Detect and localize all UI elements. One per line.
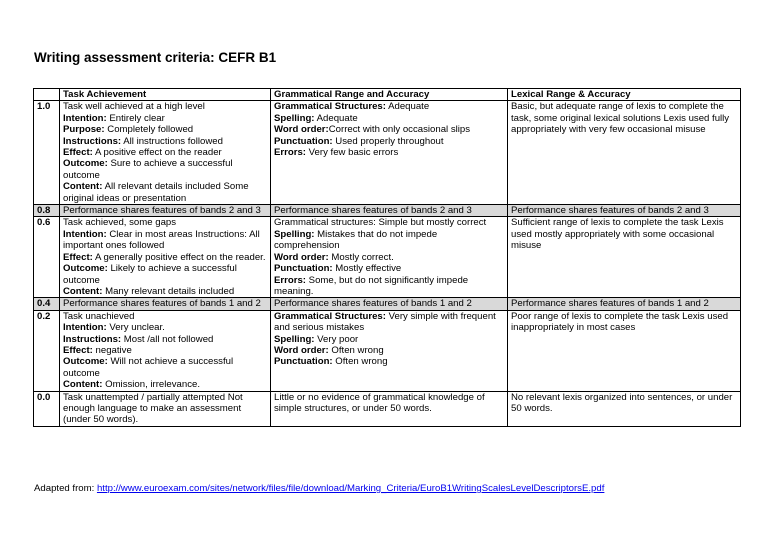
criterion-line <box>274 275 504 298</box>
criterion-text: Task well achieved at a high level <box>63 101 205 113</box>
criterion-label: Content: <box>63 181 103 193</box>
lexical-cell <box>508 391 741 426</box>
criterion-text: Task unachieved <box>63 310 135 322</box>
grammar-cell <box>271 217 508 298</box>
criterion-line <box>63 263 267 286</box>
criterion-text: Adequate <box>385 101 430 113</box>
criterion-line <box>63 136 267 147</box>
criterion-label: Instructions: <box>63 135 122 147</box>
grammar-cell <box>271 310 508 391</box>
criterion-line <box>274 217 504 228</box>
task-achievement-cell <box>60 298 271 310</box>
criterion-label: Word order: <box>274 251 329 263</box>
criterion-text: Completely followed <box>104 124 194 136</box>
criterion-label: Outcome: <box>63 158 108 170</box>
criterion-text: Mistakes that do not impede comprehension <box>274 228 438 252</box>
source-link[interactable]: http://www.euroexam.com/sites/network/files/file/download/Marking_Criteria/EuroB1WritingScalesLevelDescriptorsE.pdf <box>96 483 605 494</box>
criterion-text: Task achieved, some gaps <box>63 217 177 229</box>
criterion-text: Some, but do not significantly impede meaning. <box>274 274 469 297</box>
criterion-text: Clear in most areas Instructions: All important ones followed <box>63 228 260 252</box>
criterion-line <box>63 286 267 297</box>
grammar-cell <box>271 298 508 310</box>
task-achievement-cell <box>60 310 271 391</box>
criterion-text: Grammatical structures: Simple but mostly correct <box>274 217 487 229</box>
table-row <box>34 310 741 391</box>
source-prefix: Adapted from: <box>34 483 97 494</box>
criterion-text: A positive effect on the reader <box>92 147 222 159</box>
source-note <box>34 483 604 494</box>
criterion-line <box>63 113 267 124</box>
criterion-text: Basic, but adequate range of lexis to complete the task, some original lexical solutions Lexis used fully appropriately with very few occasional misuse <box>511 101 730 136</box>
task-achievement-header: Task Achievement <box>60 89 271 101</box>
criterion-line <box>274 124 504 135</box>
criterion-label: Grammatical Structures: <box>274 101 386 113</box>
band-score: 0.6 <box>34 217 60 298</box>
criterion-text: Sure to achieve a successful outcome <box>63 158 233 181</box>
criterion-label: Punctuation: <box>274 356 333 368</box>
criterion-line <box>63 147 267 158</box>
grammar-cell <box>271 101 508 205</box>
table-row <box>34 391 741 426</box>
criterion-text: Mostly correct. <box>328 251 394 263</box>
criterion-label: Grammatical Structures: <box>274 310 386 322</box>
criterion-text: A generally positive effect on the reader. <box>92 251 266 263</box>
criterion-text: Performance shares features of bands 2 and 3 <box>511 205 709 217</box>
table-row <box>34 101 741 205</box>
task-achievement-cell <box>60 205 271 217</box>
criterion-line <box>274 136 504 147</box>
criterion-line <box>274 345 504 356</box>
header-row <box>34 89 741 101</box>
criterion-text: Task unattempted / partially attempted Not enough language to make an assessment (under 50 words). <box>63 391 243 426</box>
criterion-line <box>274 147 504 158</box>
criterion-label: Instructions: <box>63 333 122 345</box>
grammar-cell <box>271 205 508 217</box>
criterion-line <box>511 101 737 135</box>
criterion-line <box>274 356 504 367</box>
criterion-text: Used properly throughout <box>332 135 444 147</box>
criterion-text: Performance shares features of bands 2 and 3 <box>274 205 472 217</box>
criterion-label: Content: <box>63 285 103 297</box>
criterion-label: Intention: <box>63 322 107 334</box>
criterion-text: All relevant details included Some original ideas or presentation <box>63 181 249 204</box>
lexical-header: Lexical Range & Accuracy <box>508 89 741 101</box>
criterion-label: Spelling: <box>274 112 315 124</box>
task-achievement-cell <box>60 217 271 298</box>
criterion-text: Performance shares features of bands 1 and 2 <box>511 298 709 310</box>
criterion-line <box>63 322 267 333</box>
criterion-line <box>63 158 267 181</box>
criterion-text: Many relevant details included <box>102 285 235 297</box>
criterion-text: Very few basic errors <box>306 147 399 159</box>
criterion-line <box>274 101 504 112</box>
criterion-label: Intention: <box>63 228 107 240</box>
criterion-line <box>63 334 267 345</box>
criterion-line <box>63 298 267 309</box>
criterion-line <box>63 101 267 112</box>
criterion-label: Spelling: <box>274 228 315 240</box>
criterion-text: Performance shares features of bands 2 and 3 <box>63 205 261 217</box>
criterion-line <box>63 252 267 263</box>
criterion-line <box>63 124 267 135</box>
criterion-line <box>274 205 504 216</box>
criterion-line <box>63 356 267 379</box>
criterion-label: Errors: <box>274 147 306 159</box>
band-score: 0.8 <box>34 205 60 217</box>
table-row <box>34 217 741 298</box>
band-score: 1.0 <box>34 101 60 205</box>
criterion-line <box>274 252 504 263</box>
criterion-line <box>511 205 737 216</box>
criterion-label: Effect: <box>63 251 93 263</box>
criterion-text: Poor range of lexis to complete the task Lexis used inappropriately in most cases <box>511 310 729 334</box>
band-score: 0.0 <box>34 391 60 426</box>
lexical-cell <box>508 298 741 310</box>
band-header <box>34 89 60 101</box>
criterion-text: Adequate <box>314 112 358 124</box>
criterion-text: Very poor <box>314 333 359 345</box>
criterion-line <box>63 345 267 356</box>
table-row <box>34 205 741 217</box>
task-achievement-cell <box>60 101 271 205</box>
band-score: 0.4 <box>34 298 60 310</box>
criterion-text: All instructions followed <box>121 135 223 147</box>
criterion-text: Sufficient range of lexis to complete the task Lexis used mostly appropriately with some occasional misuse <box>511 217 724 252</box>
criterion-line <box>63 181 267 204</box>
criterion-line <box>63 205 267 216</box>
criterion-text: Performance shares features of bands 1 and 2 <box>274 298 472 310</box>
band-score: 0.2 <box>34 310 60 391</box>
lexical-cell <box>508 310 741 391</box>
criterion-label: Effect: <box>63 147 93 159</box>
lexical-cell <box>508 205 741 217</box>
criterion-label: Word order: <box>274 124 329 136</box>
criterion-label: Punctuation: <box>274 263 333 275</box>
criteria-body <box>34 101 741 426</box>
criterion-line <box>511 298 737 309</box>
criterion-label: Outcome: <box>63 263 108 275</box>
table-row <box>34 298 741 310</box>
grammar-header: Grammatical Range and Accuracy <box>271 89 508 101</box>
criterion-label: Effect: <box>63 344 93 356</box>
criterion-text: Little or no evidence of grammatical knowledge of simple structures, or under 50 words. <box>274 391 485 414</box>
criterion-label: Errors: <box>274 274 306 286</box>
criterion-text: Mostly effective <box>332 263 402 275</box>
criterion-text: Likely to achieve a successful outcome <box>63 263 237 286</box>
lexical-cell <box>508 217 741 298</box>
criterion-text: Very unclear. <box>106 322 165 334</box>
criterion-text: Will not achieve a successful outcome <box>63 356 234 379</box>
criterion-line <box>63 379 267 390</box>
criterion-line <box>63 229 267 252</box>
criterion-line <box>274 229 504 252</box>
criterion-label: Word order: <box>274 344 329 356</box>
criterion-label: Spelling: <box>274 333 315 345</box>
criterion-text: negative <box>92 344 132 356</box>
criterion-line <box>274 113 504 124</box>
criterion-text: Correct with only occasional slips <box>328 124 471 136</box>
criterion-text: Most /all not followed <box>121 333 214 345</box>
criterion-line <box>274 334 504 345</box>
criterion-line <box>274 298 504 309</box>
criterion-label: Purpose: <box>63 124 105 136</box>
criteria-table <box>33 88 741 427</box>
criterion-line <box>63 217 267 228</box>
criterion-text: Omission, irrelevance. <box>102 379 201 391</box>
criterion-text: Entirely clear <box>106 112 165 124</box>
criterion-label: Content: <box>63 379 103 391</box>
criterion-label: Intention: <box>63 112 107 124</box>
grammar-cell <box>271 391 508 426</box>
criterion-label: Outcome: <box>63 356 108 368</box>
criterion-label: Punctuation: <box>274 135 333 147</box>
criterion-line <box>274 263 504 274</box>
criterion-line <box>63 392 267 426</box>
criterion-text: Often wrong <box>328 344 384 356</box>
criterion-text: Very simple with frequent and serious mistakes <box>274 310 496 334</box>
criterion-line <box>274 311 504 334</box>
task-achievement-cell <box>60 391 271 426</box>
criterion-line <box>511 217 737 251</box>
criterion-text: Performance shares features of bands 1 and 2 <box>63 298 261 310</box>
criterion-line <box>63 311 267 322</box>
page-title: Writing assessment criteria: CEFR B1 <box>34 50 277 65</box>
criterion-text: Often wrong <box>332 356 388 368</box>
lexical-cell <box>508 101 741 205</box>
criterion-text: No relevant lexis organized into sentences, or under 50 words. <box>511 391 733 414</box>
criterion-line <box>511 392 737 415</box>
criterion-line <box>511 311 737 334</box>
criterion-line <box>274 392 504 415</box>
